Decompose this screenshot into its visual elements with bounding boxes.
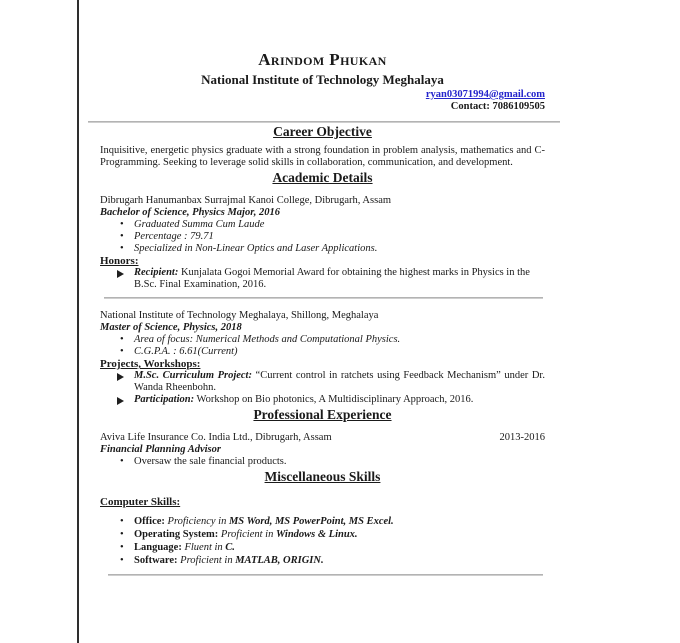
experience-bullet-text: Oversaw the sale financial products. — [134, 456, 287, 467]
skill-item — [100, 542, 545, 555]
bachelor-bullet — [100, 243, 545, 255]
section-heading-academic-details: Academic Details — [272, 170, 373, 185]
skill-item — [100, 516, 545, 529]
bullet-icon: • — [120, 243, 124, 254]
contact-block — [100, 89, 545, 113]
projects-workshops-label: Projects, Workshops: — [100, 358, 201, 370]
master-degree: Master of Science, Physics, 2018 — [100, 322, 242, 333]
section-heading-professional-experience: Professional Experience — [253, 407, 392, 422]
candidate-name: Arindom Phukan — [258, 50, 387, 69]
skill-item — [100, 529, 545, 542]
project-item — [100, 394, 545, 406]
skill-mid: Proficient in — [218, 529, 276, 540]
master-bullet — [100, 334, 545, 346]
skill-label: Software: — [134, 555, 178, 566]
master-bullet-text: Area of focus: Numerical Methods and Computational Physics. — [134, 334, 401, 345]
bullet-icon: • — [120, 219, 124, 230]
computer-skills-label: Computer Skills: — [100, 496, 181, 508]
bullet-icon: • — [120, 456, 124, 467]
bullet-icon: • — [120, 334, 124, 345]
arrow-bullet-icon — [117, 270, 124, 278]
employer-row — [100, 432, 545, 444]
project-item — [100, 370, 545, 394]
master-institution: National Institute of Technology Meghalaya, Shillong, Meghalaya — [100, 310, 379, 321]
bachelor-bullet-text: Specialized in Non-Linear Optics and Laser Applications. — [134, 243, 378, 254]
experience-bullet — [100, 456, 545, 468]
skill-strong: MS Word, MS PowerPoint, MS Excel. — [228, 516, 394, 527]
skill-strong: Windows & Linux. — [275, 529, 358, 540]
skill-label: Language: — [134, 542, 182, 553]
bachelor-institution: Dibrugarh Hanumanbax Surrajmal Kanoi College, Dibrugarh, Assam — [100, 195, 392, 206]
arrow-bullet-icon — [117, 373, 124, 381]
honors-item-label: Recipient: — [134, 267, 179, 278]
header-institute: National Institute of Technology Meghalaya — [201, 72, 444, 87]
bachelor-bullet — [100, 219, 545, 231]
skill-mid: Fluent in — [181, 542, 226, 553]
skill-strong: MATLAB, ORIGIN. — [235, 555, 324, 566]
skill-strong: C. — [225, 542, 235, 553]
master-bullet — [100, 346, 545, 358]
section-heading-career-objective: Career Objective — [273, 124, 372, 139]
bachelor-bullet-text: Graduated Summa Cum Laude — [134, 219, 265, 230]
bullet-icon: • — [120, 542, 124, 553]
resume-content — [100, 0, 545, 576]
honors-item — [100, 267, 545, 291]
skill-mid: Proficiency in — [164, 516, 229, 527]
page-left-border — [77, 0, 79, 643]
honors-item-text: Kunjalata Gogoi Memorial Award for obtaining the highest marks in Physics in the B.Sc. Final Examination, 2016. — [134, 267, 530, 290]
skill-label: Operating System: — [134, 529, 219, 540]
master-bullet-text: C.G.P.A. : 6.61(Current) — [134, 346, 238, 357]
bachelor-bullet — [100, 231, 545, 243]
project-item-text: “Current control in ratchets using Feedback Mechanism” under Dr. Wanda Rheenbohn. — [134, 370, 545, 393]
objective-text: Inquisitive, energetic physics graduate with a strong foundation in problem analysis, mathematics and C-Programming. Seeking to leverage solid skills in collaboration, communication, and development. — [100, 145, 545, 168]
email-link[interactable]: ryan03071994@gmail.com — [425, 89, 545, 100]
bullet-icon: • — [120, 346, 124, 357]
section-divider — [104, 297, 543, 299]
skills-list — [100, 516, 545, 568]
bullet-icon: • — [120, 231, 124, 242]
bullet-icon: • — [120, 555, 124, 566]
honors-label: Honors: — [100, 255, 139, 267]
arrow-bullet-icon — [117, 397, 124, 405]
bottom-divider — [108, 574, 543, 576]
section-heading-miscellaneous-skills: Miscellaneous Skills — [264, 469, 381, 484]
skill-label: Office: — [134, 516, 165, 527]
bachelor-bullet-text: Percentage : 79.71 — [134, 231, 214, 242]
employer-name: Aviva Life Insurance Co. India Ltd., Dibrugarh, Assam — [100, 432, 332, 443]
skill-mid: Proficient in — [177, 555, 236, 566]
employment-period: 2013-2016 — [499, 432, 545, 443]
skill-item — [100, 555, 545, 568]
bachelor-degree: Bachelor of Science, Physics Major, 2016 — [100, 207, 280, 218]
job-title: Financial Planning Advisor — [100, 444, 221, 455]
project-item-label: Participation: — [134, 394, 195, 405]
bullet-icon: • — [120, 529, 124, 540]
project-item-label: M.Sc. Curriculum Project: — [134, 370, 252, 381]
contact-number: Contact: 7086109505 — [450, 101, 545, 112]
project-item-text: Workshop on Bio photonics, A Multidisciplinary Approach, 2016. — [194, 394, 474, 405]
bullet-icon: • — [120, 516, 124, 527]
